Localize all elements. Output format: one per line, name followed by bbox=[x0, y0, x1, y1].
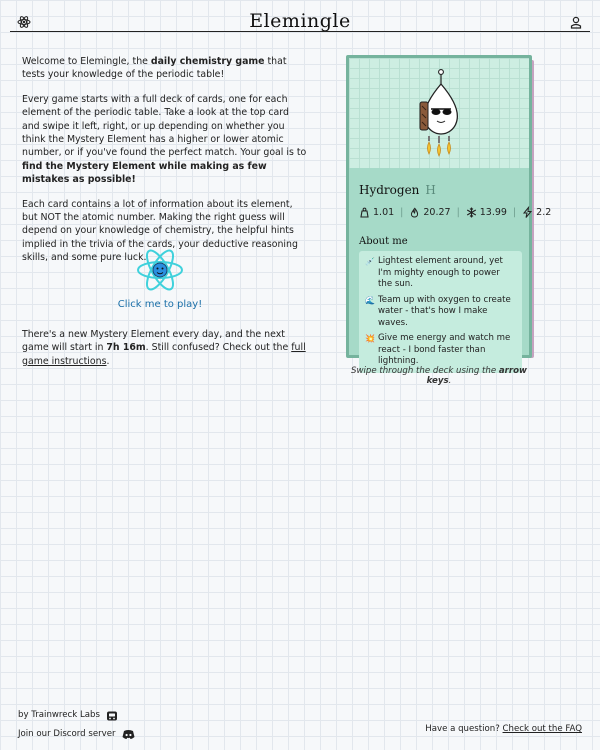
trainwreck-logo-icon[interactable] bbox=[106, 710, 118, 722]
fact-text: Team up with oxygen to create water - that's how I make waves. bbox=[378, 294, 511, 328]
header bbox=[0, 0, 600, 34]
wave-icon: 🌊 bbox=[365, 295, 375, 305]
footer-credit bbox=[18, 706, 135, 725]
intro-p1-bold: daily chemistry game bbox=[150, 56, 265, 67]
about-title: About me bbox=[359, 236, 408, 247]
faq-text: Have a question? bbox=[425, 724, 503, 734]
explosion-icon: 💥 bbox=[365, 334, 375, 343]
syringe-icon: 💉 bbox=[365, 257, 375, 266]
page-title: Elemingle bbox=[249, 10, 351, 32]
intro-p2-text: Every game starts with a full deck of cards, one for each element of the periodic table. Take a look at the top card and swipe it left, right, or up depending on whether you think the Mystery Element has a higher or lower atomic number, or if you've found the perfect match. Your goal is to bbox=[22, 93, 307, 159]
next-game-text-a: There's a new Mystery Element every day, and the next game will start in bbox=[22, 329, 285, 354]
card-caption bbox=[346, 366, 532, 386]
credit-text[interactable]: by Trainwreck Labs bbox=[18, 710, 100, 720]
instructions-link[interactable]: full game instructions bbox=[22, 342, 306, 367]
discord-text[interactable]: Join our Discord server bbox=[18, 729, 116, 739]
fact-text: Lightest element around, yet I'm mighty enough to power the sun. bbox=[378, 256, 503, 289]
atom-mascot-icon[interactable] bbox=[135, 247, 185, 293]
fact-item bbox=[365, 295, 516, 330]
stat-melting-value: 13.99 bbox=[479, 207, 507, 218]
next-game-text bbox=[22, 328, 307, 368]
stat-weight bbox=[359, 207, 394, 218]
next-game-text-b: . Still confused? Check out the bbox=[145, 342, 292, 354]
element-stats bbox=[359, 207, 552, 218]
footer-discord bbox=[18, 725, 135, 744]
caption-text: Swipe through the deck using the bbox=[351, 366, 499, 376]
next-game-paragraph bbox=[22, 328, 307, 368]
intro-p1-end: that tests your knowledge of the periodic table! bbox=[22, 56, 287, 81]
flame-icon bbox=[409, 207, 420, 218]
intro-paragraph-1 bbox=[22, 55, 307, 82]
hydrogen-mascot-icon bbox=[349, 58, 529, 168]
weight-icon bbox=[359, 207, 370, 218]
element-card[interactable] bbox=[346, 55, 552, 366]
play-label[interactable]: Click me to play! bbox=[117, 299, 203, 310]
fact-text: Give me energy and watch me react - I bond faster than lightning. bbox=[378, 333, 511, 366]
intro-p1-text: Welcome to Elemingle, the bbox=[22, 56, 151, 67]
caption-end: . bbox=[448, 376, 452, 386]
element-name-text: Hydrogen bbox=[359, 183, 420, 197]
stat-separator: | bbox=[400, 207, 404, 218]
stat-boiling bbox=[409, 207, 450, 218]
intro-p2-bold: find the Mystery Element while making as few mistakes as possible! bbox=[22, 160, 267, 186]
fact-item bbox=[365, 333, 516, 368]
stat-weight-value: 1.01 bbox=[373, 207, 395, 218]
lightning-icon bbox=[522, 207, 533, 218]
intro-paragraph-3: Each card contains a lot of information about its element, but NOT the atomic number. Making the right guess will depend on your knowledge of chemistry, the helpful hints implied in the trivia of the cards, your deductive reasoning skills, and some pure luck. bbox=[22, 198, 298, 264]
element-symbol: H bbox=[425, 183, 436, 197]
stat-separator: | bbox=[512, 207, 517, 218]
discord-icon[interactable] bbox=[122, 729, 135, 740]
footer-left bbox=[18, 706, 135, 744]
card-illustration bbox=[349, 58, 529, 168]
play-button[interactable] bbox=[110, 247, 210, 310]
header-divider bbox=[10, 31, 590, 32]
next-game-text-c: . bbox=[106, 355, 110, 367]
caption-bold: arrow keys bbox=[426, 366, 527, 386]
countdown-timer: 7h 16m bbox=[106, 342, 146, 354]
user-icon[interactable] bbox=[569, 15, 583, 29]
snowflake-icon bbox=[466, 207, 477, 218]
intro-paragraph-2 bbox=[22, 93, 307, 187]
intro-text bbox=[22, 55, 307, 276]
stat-electronegativity-value: 2.2 bbox=[536, 207, 552, 218]
fact-item bbox=[365, 256, 516, 291]
stat-melting bbox=[466, 207, 507, 218]
footer-right bbox=[425, 724, 582, 734]
stat-boiling-value: 20.27 bbox=[423, 207, 451, 218]
faq-link[interactable]: Check out the FAQ bbox=[502, 724, 582, 734]
stat-electronegativity bbox=[522, 207, 551, 218]
facts-box bbox=[359, 251, 522, 373]
element-name bbox=[359, 183, 436, 197]
stat-separator: | bbox=[456, 207, 460, 218]
